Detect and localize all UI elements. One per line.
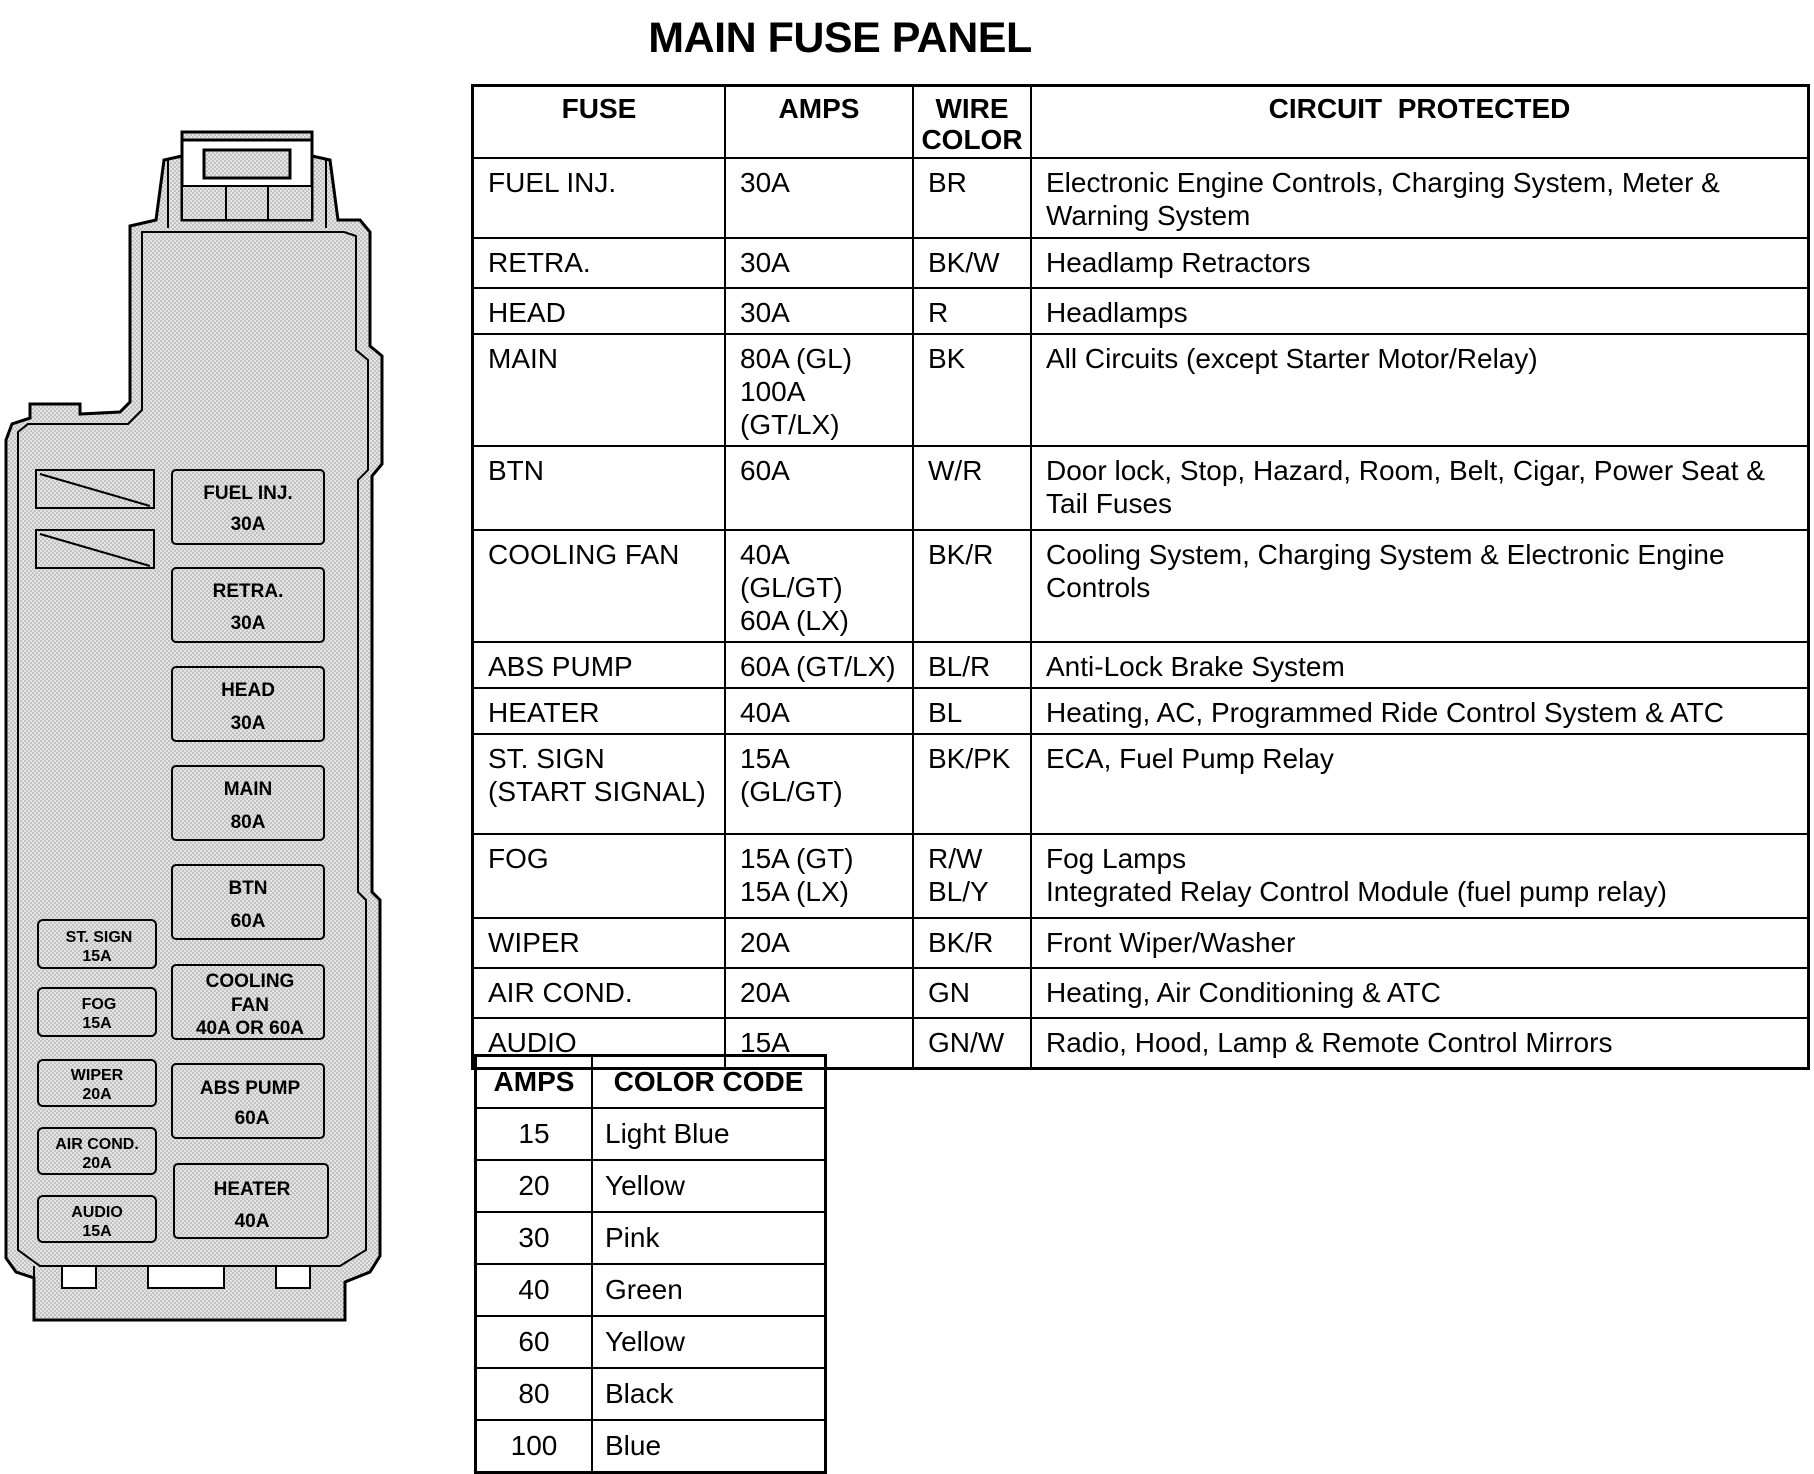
amps-cell: 40A (725, 688, 913, 734)
fuse-cell: HEATER (473, 688, 726, 734)
table-header-row (476, 1056, 826, 1109)
header-amps: AMPS (476, 1056, 593, 1109)
header-amps: AMPS (725, 86, 913, 159)
fuse-air-cond (38, 1128, 156, 1174)
amps-cell: 40A (GL/GT) 60A (LX) (725, 530, 913, 642)
wire-color-cell: R/W BL/Y (913, 834, 1031, 918)
svg-text:40A: 40A (234, 1211, 270, 1232)
svg-text:30A: 30A (230, 713, 266, 734)
fuse-fuel-inj (172, 470, 324, 544)
table-row (473, 642, 1809, 688)
svg-text:WIPER: WIPER (70, 1067, 124, 1084)
fuse-cell: HEAD (473, 288, 726, 334)
table-row (476, 1420, 826, 1473)
svg-text:60A: 60A (230, 911, 266, 932)
fuse-head (172, 667, 324, 741)
fuse-cell: FOG (473, 834, 726, 918)
amps-cell: 15A (GT) 15A (LX) (725, 834, 913, 918)
circuit-cell: Electronic Engine Controls, Charging System, Meter & Warning System (1031, 158, 1809, 238)
amps-cell: 80A (GL) 100A (GT/LX) (725, 334, 913, 446)
svg-text:30A: 30A (230, 514, 266, 535)
table-row (476, 1368, 826, 1420)
fuse-wiper (38, 1060, 156, 1106)
svg-text:AUDIO: AUDIO (71, 1204, 123, 1221)
table-row (473, 918, 1809, 968)
fuse-st-sign (38, 920, 156, 968)
table-row (476, 1264, 826, 1316)
table-row (473, 968, 1809, 1018)
svg-text:ST. SIGN: ST. SIGN (65, 929, 133, 946)
fuse-audio (38, 1196, 156, 1242)
color-cell: Pink (592, 1212, 826, 1264)
color-code-table (474, 1054, 827, 1474)
circuit-cell: Radio, Hood, Lamp & Remote Control Mirrors (1031, 1018, 1809, 1068)
svg-text:AIR COND.: AIR COND. (55, 1136, 139, 1153)
amps-cell: 30A (725, 238, 913, 288)
top-connector (168, 140, 326, 228)
circuit-cell: Door lock, Stop, Hazard, Room, Belt, Cigar, Power Seat & Tail Fuses (1031, 446, 1809, 530)
wire-color-cell: BK (913, 334, 1031, 446)
table-header-row (473, 86, 1809, 159)
page-title: MAIN FUSE PANEL (648, 14, 1032, 62)
wire-color-cell: BR (913, 158, 1031, 238)
fuse-cell: ST. SIGN (START SIGNAL) (473, 734, 726, 834)
wire-color-cell: BL (913, 688, 1031, 734)
table-row (473, 530, 1809, 642)
svg-text:COOLING: COOLING (205, 971, 295, 992)
table-row (473, 734, 1809, 834)
svg-text:30A: 30A (230, 613, 266, 634)
circuit-cell: ECA, Fuel Pump Relay (1031, 734, 1809, 834)
wire-color-cell: W/R (913, 446, 1031, 530)
table-row (473, 288, 1809, 334)
amps-cell: 15A (GL/GT) (725, 734, 913, 834)
fuse-fog (38, 988, 156, 1036)
wire-color-cell: BK/PK (913, 734, 1031, 834)
fuse-cell: ABS PUMP (473, 642, 726, 688)
fuse-cell: AUDIO (473, 1018, 726, 1068)
svg-text:HEAD: HEAD (221, 680, 275, 701)
svg-text:20A: 20A (82, 1086, 112, 1103)
blank-slot-2 (36, 530, 154, 568)
fuse-cell: FUEL INJ. (473, 158, 726, 238)
fuse-cell: AIR COND. (473, 968, 726, 1018)
color-cell: Black (592, 1368, 826, 1420)
header-fuse: FUSE (473, 86, 726, 159)
fuse-cell: WIPER (473, 918, 726, 968)
fuse-btn (172, 865, 324, 939)
table-row (473, 238, 1809, 288)
amps-cell: 40 (476, 1264, 593, 1316)
fuse-abs-pump (172, 1064, 324, 1138)
circuit-cell: Headlamp Retractors (1031, 238, 1809, 288)
circuit-cell: Heating, AC, Programmed Ride Control System & ATC (1031, 688, 1809, 734)
amps-cell: 100 (476, 1420, 593, 1473)
svg-text:FUEL INJ.: FUEL INJ. (203, 483, 293, 504)
wire-color-cell: GN (913, 968, 1031, 1018)
fuse-heater (174, 1164, 328, 1238)
amps-cell: 80 (476, 1368, 593, 1420)
table-row (476, 1160, 826, 1212)
amps-cell: 30A (725, 158, 913, 238)
amps-cell: 60 (476, 1316, 593, 1368)
svg-text:BTN: BTN (228, 878, 268, 899)
fuse-cell: MAIN (473, 334, 726, 446)
svg-text:40A OR 60A: 40A OR 60A (195, 1018, 305, 1039)
svg-text:60A: 60A (234, 1108, 270, 1129)
color-cell: Green (592, 1264, 826, 1316)
circuit-cell: Fog Lamps Integrated Relay Control Module (fuel pump relay) (1031, 834, 1809, 918)
amps-cell: 15 (476, 1108, 593, 1160)
table-row (473, 334, 1809, 446)
amps-cell: 60A (725, 446, 913, 530)
fuse-cell: BTN (473, 446, 726, 530)
main-fuse-table (471, 84, 1810, 1070)
fuse-cell: COOLING FAN (473, 530, 726, 642)
svg-text:ABS PUMP: ABS PUMP (199, 1078, 301, 1099)
fuse-panel-diagram (0, 0, 400, 1330)
table-row (473, 158, 1809, 238)
amps-cell: 20A (725, 968, 913, 1018)
svg-text:MAIN: MAIN (223, 779, 273, 800)
svg-text:FOG: FOG (81, 996, 117, 1013)
table-row (473, 688, 1809, 734)
svg-text:20A: 20A (82, 1155, 112, 1172)
color-cell: Light Blue (592, 1108, 826, 1160)
svg-text:FAN: FAN (231, 995, 269, 1016)
amps-cell: 20 (476, 1160, 593, 1212)
wire-color-cell: BL/R (913, 642, 1031, 688)
color-cell: Yellow (592, 1316, 826, 1368)
header-wire-color: WIRE COLOR (913, 86, 1031, 159)
table-row (476, 1212, 826, 1264)
circuit-cell: All Circuits (except Starter Motor/Relay) (1031, 334, 1809, 446)
wire-color-cell: BK/W (913, 238, 1031, 288)
circuit-cell: Heating, Air Conditioning & ATC (1031, 968, 1809, 1018)
wire-color-cell: BK/R (913, 530, 1031, 642)
wire-color-cell: GN/W (913, 1018, 1031, 1068)
amps-cell: 15A (725, 1018, 913, 1068)
table-row (473, 834, 1809, 918)
fuse-cell: RETRA. (473, 238, 726, 288)
svg-text:15A: 15A (82, 948, 112, 965)
svg-text:HEATER: HEATER (213, 1179, 291, 1200)
amps-cell: 20A (725, 918, 913, 968)
table-row (473, 446, 1809, 530)
amps-cell: 30A (725, 288, 913, 334)
header-circuit-protected: CIRCUIT PROTECTED (1031, 86, 1809, 159)
amps-cell: 60A (GT/LX) (725, 642, 913, 688)
header-color-code: COLOR CODE (592, 1056, 826, 1109)
wire-color-cell: R (913, 288, 1031, 334)
circuit-cell: Headlamps (1031, 288, 1809, 334)
circuit-cell: Front Wiper/Washer (1031, 918, 1809, 968)
wire-color-cell: BK/R (913, 918, 1031, 968)
color-cell: Yellow (592, 1160, 826, 1212)
amps-cell: 30 (476, 1212, 593, 1264)
circuit-cell: Cooling System, Charging System & Electronic Engine Controls (1031, 530, 1809, 642)
fuse-retra (172, 568, 324, 642)
table-row (476, 1108, 826, 1160)
blank-slot-1 (36, 470, 154, 508)
svg-text:15A: 15A (82, 1015, 112, 1032)
circuit-cell: Anti-Lock Brake System (1031, 642, 1809, 688)
table-row (476, 1316, 826, 1368)
fuse-cooling-fan (172, 965, 324, 1039)
svg-text:15A: 15A (82, 1223, 112, 1240)
svg-text:RETRA.: RETRA. (212, 581, 284, 602)
svg-text:80A: 80A (230, 812, 266, 833)
color-cell: Blue (592, 1420, 826, 1473)
fuse-main (172, 766, 324, 840)
